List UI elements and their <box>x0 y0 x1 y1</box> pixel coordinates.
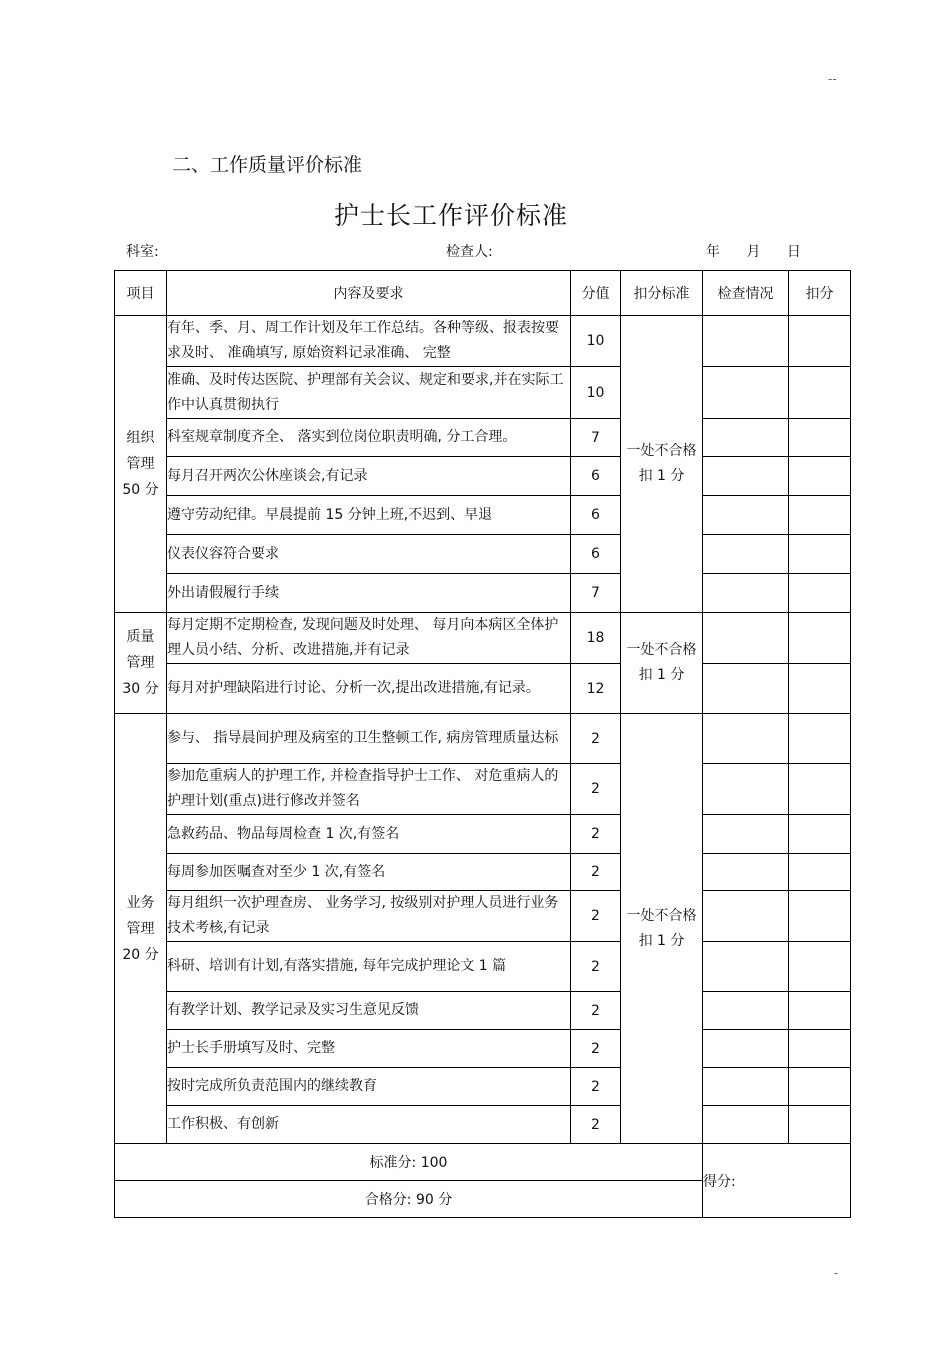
inspection-cell <box>703 535 789 574</box>
requirement-content: 参与、 指导晨间护理及病室的卫生整顿工作, 病房管理质量达标 <box>167 714 571 764</box>
standard-score: 标准分: 100 <box>115 1144 703 1181</box>
inspection-cell <box>703 664 789 714</box>
deduction-cell <box>789 891 851 942</box>
requirement-content: 仪表仪容符合要求 <box>167 535 571 574</box>
score-value: 2 <box>571 854 621 891</box>
deduction-cell <box>789 535 851 574</box>
table-row <box>115 1106 851 1144</box>
requirement-content: 科研、培训有计划,有落实措施, 每年完成护理论文 1 篇 <box>167 942 571 992</box>
table-row <box>115 1030 851 1068</box>
requirement-content: 护士长手册填写及时、完整 <box>167 1030 571 1068</box>
category-cell <box>115 316 167 613</box>
score-value: 2 <box>571 815 621 854</box>
inspection-cell <box>703 815 789 854</box>
inspection-cell <box>703 1030 789 1068</box>
table-row <box>115 419 851 457</box>
requirement-content: 每月定期不定期检查, 发现问题及时处理、 每月向本病区全体护理人员小结、分析、改进措施,并有记录 <box>167 613 571 664</box>
score-value: 2 <box>571 1106 621 1144</box>
category-label-line: 业务 <box>126 894 155 911</box>
inspection-cell <box>703 457 789 496</box>
table-row <box>115 815 851 854</box>
deduction-standard: 一处不合格扣 1 分 <box>621 714 703 1144</box>
table-row <box>115 714 851 764</box>
requirement-content: 每月组织一次护理查房、 业务学习, 按级别对护理人员进行业务技术考核,有记录 <box>167 891 571 942</box>
score-value: 2 <box>571 714 621 764</box>
requirement-content: 准确、及时传达医院、护理部有关会议、规定和要求,并在实际工作中认真贯彻执行 <box>167 367 571 419</box>
score-value: 7 <box>571 419 621 457</box>
category-label-line: 30 分 <box>122 681 159 697</box>
deduction-cell <box>789 574 851 613</box>
deduction-cell <box>789 815 851 854</box>
obtained-score-label: 得分: <box>703 1144 851 1218</box>
score-value: 10 <box>571 367 621 419</box>
requirement-content: 有教学计划、教学记录及实习生意见反馈 <box>167 992 571 1030</box>
deduction-standard: 一处不合格扣 1 分 <box>621 316 703 613</box>
table-row <box>115 496 851 535</box>
deduction-standard: 一处不合格扣 1 分 <box>621 613 703 714</box>
score-value: 6 <box>571 457 621 496</box>
table-row <box>115 457 851 496</box>
requirement-content: 科室规章制度齐全、 落实到位岗位职责明确, 分工合理。 <box>167 419 571 457</box>
inspection-cell <box>703 891 789 942</box>
table-row <box>115 664 851 714</box>
requirement-content: 有年、季、月、周工作计划及年工作总结。各种等级、报表按要求及时、 准确填写, 原始资料记录准确、 完整 <box>167 316 571 367</box>
deduction-cell <box>789 764 851 815</box>
score-value: 7 <box>571 574 621 613</box>
deduction-cell <box>789 992 851 1030</box>
inspection-cell <box>703 367 789 419</box>
deduction-cell <box>789 664 851 714</box>
table-row <box>115 992 851 1030</box>
section-heading: 二、工作质量评价标准 <box>172 154 363 176</box>
score-value: 2 <box>571 1068 621 1106</box>
deduction-cell <box>789 419 851 457</box>
category-cell <box>115 613 167 714</box>
inspector-label: 检查人: <box>446 244 493 260</box>
inspection-cell <box>703 574 789 613</box>
header-inspection: 检查情况 <box>703 271 789 316</box>
inspection-cell <box>703 854 789 891</box>
deduction-cell <box>789 942 851 992</box>
header-deduction: 扣分 <box>789 271 851 316</box>
table-header-row <box>115 271 851 316</box>
table-row <box>115 942 851 992</box>
date-label: 年 月 日 <box>706 244 801 260</box>
table-row <box>115 367 851 419</box>
category-label-line: 20 分 <box>122 946 159 963</box>
passing-score: 合格分: 90 分 <box>115 1181 703 1218</box>
score-value: 18 <box>571 613 621 664</box>
deduction-cell <box>789 367 851 419</box>
table-body <box>115 316 851 1144</box>
page-mark-bottom: - <box>834 1266 839 1280</box>
table-row <box>115 1068 851 1106</box>
standard-score-row <box>115 1144 851 1181</box>
category-label-line: 管理 <box>126 456 155 472</box>
evaluation-table <box>114 270 851 1218</box>
deduction-cell <box>789 1106 851 1144</box>
header-item: 项目 <box>115 271 167 316</box>
inspection-cell <box>703 613 789 664</box>
table-row <box>115 764 851 815</box>
score-value: 6 <box>571 496 621 535</box>
category-cell <box>115 714 167 1144</box>
deduction-cell <box>789 1068 851 1106</box>
requirement-content: 按时完成所负责范围内的继续教育 <box>167 1068 571 1106</box>
deduction-cell <box>789 714 851 764</box>
table-row <box>115 613 851 664</box>
header-deduction-standard: 扣分标准 <box>621 271 703 316</box>
category-label-line: 管理 <box>126 920 155 937</box>
score-value: 2 <box>571 942 621 992</box>
score-value: 12 <box>571 664 621 714</box>
table-row <box>115 316 851 367</box>
score-value: 2 <box>571 1030 621 1068</box>
table-row <box>115 854 851 891</box>
requirement-content: 每周参加医嘱查对至少 1 次,有签名 <box>167 854 571 891</box>
inspection-cell <box>703 1106 789 1144</box>
header-content: 内容及要求 <box>167 271 571 316</box>
page-mark-top: -- <box>828 72 837 86</box>
category-label-line: 50 分 <box>122 482 159 498</box>
requirement-content: 遵守劳动纪律。早晨提前 15 分钟上班,不迟到、早退 <box>167 496 571 535</box>
requirement-content: 急救药品、物品每周检查 1 次,有签名 <box>167 815 571 854</box>
inspection-cell <box>703 992 789 1030</box>
requirement-content: 工作积极、有创新 <box>167 1106 571 1144</box>
deduction-cell <box>789 316 851 367</box>
inspection-cell <box>703 942 789 992</box>
requirement-content: 每月对护理缺陷进行讨论、分析一次,提出改进措施,有记录。 <box>167 664 571 714</box>
deduction-cell <box>789 613 851 664</box>
inspection-cell <box>703 496 789 535</box>
score-value: 10 <box>571 316 621 367</box>
table-row <box>115 574 851 613</box>
category-label-line: 组织 <box>126 430 155 446</box>
score-value: 6 <box>571 535 621 574</box>
score-value: 2 <box>571 992 621 1030</box>
inspection-cell <box>703 1068 789 1106</box>
score-value: 2 <box>571 891 621 942</box>
department-label: 科室: <box>126 244 159 260</box>
requirement-content: 外出请假履行手续 <box>167 574 571 613</box>
table-row <box>115 891 851 942</box>
inspection-cell <box>703 316 789 367</box>
category-label-line: 管理 <box>126 655 155 671</box>
inspection-cell <box>703 764 789 815</box>
deduction-cell <box>789 854 851 891</box>
requirement-content: 参加危重病人的护理工作, 并检查指导护士工作、 对危重病人的护理计划(重点)进行修改并签名 <box>167 764 571 815</box>
inspection-cell <box>703 714 789 764</box>
document-title: 护士长工作评价标准 <box>333 201 568 230</box>
inspection-cell <box>703 419 789 457</box>
deduction-cell <box>789 457 851 496</box>
header-score: 分值 <box>571 271 621 316</box>
deduction-cell <box>789 496 851 535</box>
table-row <box>115 535 851 574</box>
deduction-cell <box>789 1030 851 1068</box>
requirement-content: 每月召开两次公休座谈会,有记录 <box>167 457 571 496</box>
score-value: 2 <box>571 764 621 815</box>
category-label-line: 质量 <box>126 629 155 645</box>
